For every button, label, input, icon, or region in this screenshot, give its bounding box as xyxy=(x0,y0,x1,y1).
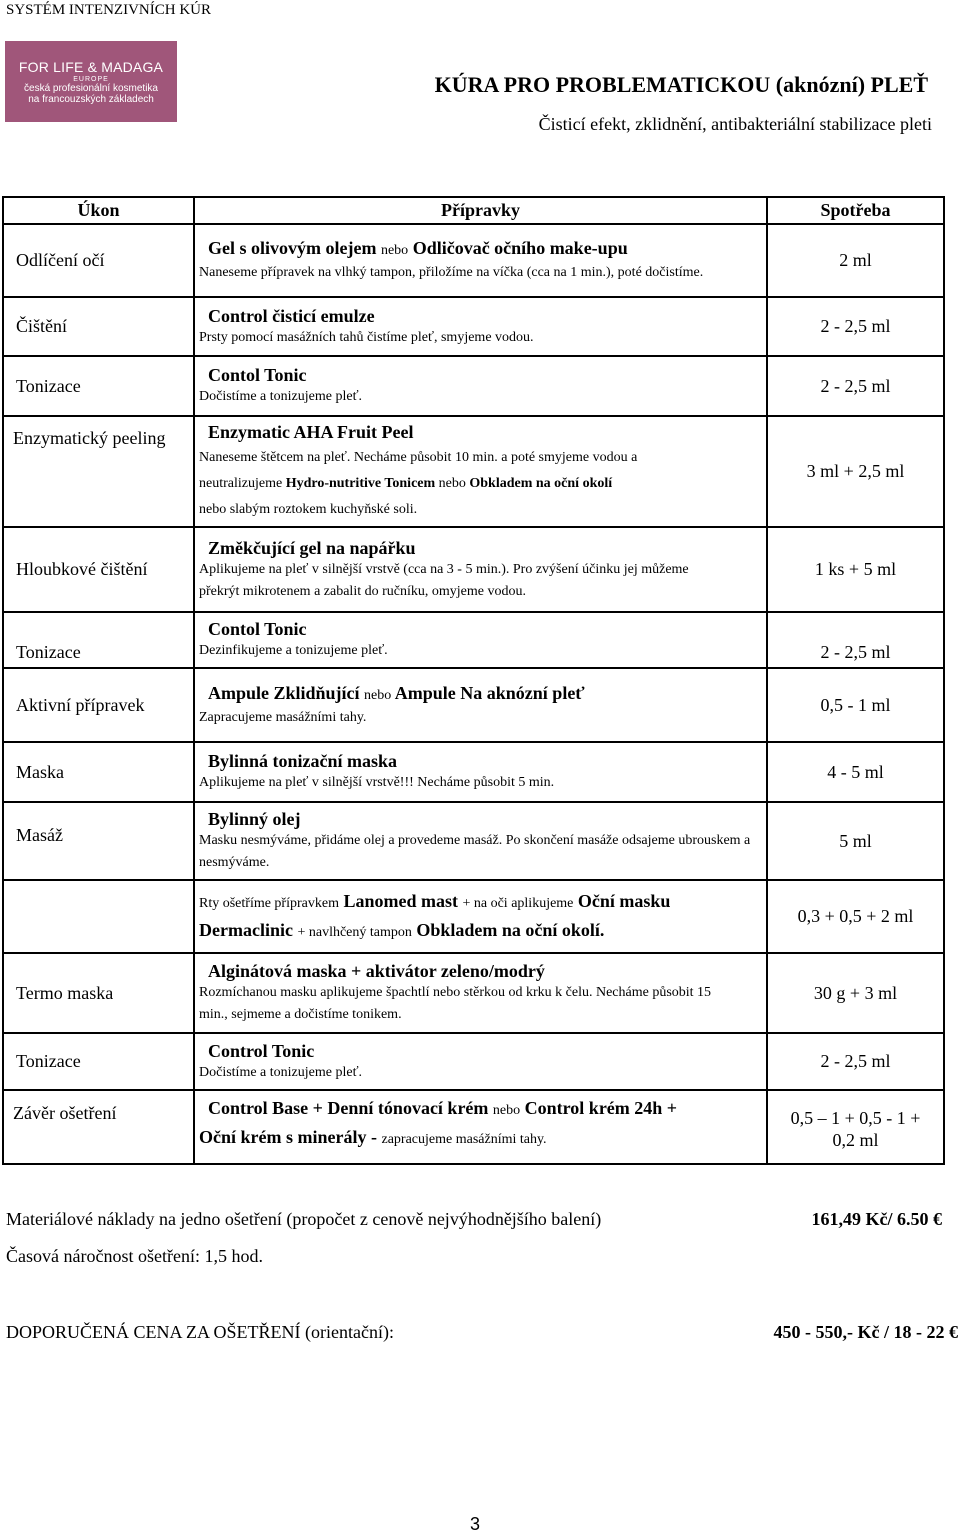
table-header-row xyxy=(3,197,944,224)
spotreba-cell: 0,5 - 1 ml xyxy=(767,668,944,742)
ukon-cell: Závěr ošetření xyxy=(3,1090,194,1164)
price-value: 450 - 550,- Kč / 18 - 22 € xyxy=(773,1322,958,1342)
ukon-cell: Čištění xyxy=(3,297,194,356)
product-name: Control čisticí emulze xyxy=(208,305,375,326)
ukon-cell: Tonizace xyxy=(3,1033,194,1090)
treatment-table xyxy=(2,196,945,1165)
spotreba-cell: 2 ml xyxy=(767,224,944,297)
table-row xyxy=(3,416,944,527)
ukon-cell: Tonizace xyxy=(3,612,194,668)
product-description: Dočistíme a tonizujeme pleť. xyxy=(199,389,363,404)
page-subtitle: Čisticí efekt, zklidnění, antibakteriální stabilizace pleti xyxy=(538,114,932,134)
preparation-cell xyxy=(194,742,767,802)
preparation-cell xyxy=(194,297,767,356)
table-row xyxy=(3,1090,944,1164)
cost-value: 161,49 Kč/ 6.50 € xyxy=(811,1209,942,1229)
product-description: Control Base + Denní tónovací krém nebo Control krém 24h + Oční krém s minerály - zapracujeme masážními tahy. xyxy=(199,1098,678,1147)
product-name: Změkčující gel na napářku xyxy=(208,537,416,558)
spotreba-cell: 2 - 2,5 ml xyxy=(767,297,944,356)
ukon-cell: Hloubkové čištění xyxy=(3,527,194,612)
preparation-cell xyxy=(194,1033,767,1090)
spotreba-cell: 0,5 – 1 + 0,5 - 1 + 0,2 ml xyxy=(767,1090,944,1164)
table-row xyxy=(3,527,944,612)
preparation-cell xyxy=(194,416,767,527)
spotreba-cell: 2 - 2,5 ml xyxy=(767,356,944,416)
table-row xyxy=(3,953,944,1033)
spotreba-cell: 3 ml + 2,5 ml xyxy=(767,416,944,527)
logo-line-2: EUROPE xyxy=(73,76,109,83)
product-description: Prsty pomocí masážních tahů čistíme pleť, smyjeme vodou. xyxy=(199,329,534,345)
preparation-cell xyxy=(194,527,767,612)
ukon-cell: Maska xyxy=(3,742,194,802)
spotreba-cell: 30 g + 3 ml xyxy=(767,953,944,1033)
time-label: Časová náročnost ošetření: 1,5 hod. xyxy=(6,1246,263,1266)
price-label: DOPORUČENÁ CENA ZA OŠETŘENÍ (orientační): xyxy=(6,1322,394,1342)
brand-logo xyxy=(5,41,177,122)
column-header-pripravky: Přípravky xyxy=(194,197,767,224)
ukon-cell: Enzymatický peeling xyxy=(3,416,194,527)
product-name: Contol Tonic xyxy=(208,365,307,385)
column-header-spotreba: Spotřeba xyxy=(767,197,944,224)
preparation-cell xyxy=(194,668,767,742)
logo-line-3: česká profesionální kosmetika xyxy=(24,83,158,94)
product-name: Contol Tonic xyxy=(208,619,307,639)
product-name: Alginátová maska + aktivátor zeleno/modrý xyxy=(208,961,545,981)
preparation-cell xyxy=(194,356,767,416)
product-description: Rty ošetříme přípravkem Lanomed mast + na oči aplikujeme Oční masku Dermaclinic + navlhčený tampon Obkladem na oční okolí. xyxy=(199,890,671,940)
table-row xyxy=(3,356,944,416)
product-description: Rozmíchanou masku aplikujeme špachtlí nebo stěrkou od krku k čelu. Necháme působit 15 min., sejmeme a dočistíme tonikem. xyxy=(199,985,712,1022)
ukon-cell: Aktivní přípravek xyxy=(3,668,194,742)
spotreba-cell: 5 ml xyxy=(767,802,944,880)
product-name: Control Tonic xyxy=(208,1040,315,1061)
product-description: Aplikujeme na pleť v silnější vrstvě!!! Necháme působit 5 min. xyxy=(199,775,555,790)
table-row xyxy=(3,668,944,742)
table-row xyxy=(3,1033,944,1090)
spotreba-cell: 2 - 2,5 ml xyxy=(767,612,944,668)
table-row xyxy=(3,612,944,668)
system-label: SYSTÉM INTENZIVNÍCH KÚR xyxy=(6,2,211,18)
ukon-cell: Termo maska xyxy=(3,953,194,1033)
product-name: Bylinná tonizační maska xyxy=(208,751,398,771)
spotreba-cell: 4 - 5 ml xyxy=(767,742,944,802)
ukon-cell: Odlíčení očí xyxy=(3,224,194,297)
table-row xyxy=(3,880,944,953)
spotreba-cell: 2 - 2,5 ml xyxy=(767,1033,944,1090)
page-title: KÚRA PRO PROBLEMATICKOU (aknózní) PLEŤ xyxy=(434,72,928,97)
product-description: Naneseme štětcem na pleť. Necháme působit 10 min. a poté smyjeme vodou a neutralizujeme Hydro-nutritive Tonicem nebo Obkladem na oční okolí nebo slabým roztokem kuchyňské soli. xyxy=(199,449,638,517)
ukon-cell: Tonizace xyxy=(3,356,194,416)
preparation-cell xyxy=(194,224,767,297)
product-description: Dočistíme a tonizujeme pleť. xyxy=(199,1064,363,1080)
table-row xyxy=(3,297,944,356)
product-name: Enzymatic AHA Fruit Peel xyxy=(208,421,414,442)
table-row xyxy=(3,742,944,802)
column-header-ukon: Úkon xyxy=(3,197,194,224)
product-name: Gel s olivovým olejem nebo Odličovač očního make-upu xyxy=(208,238,628,258)
product-name: Ampule Zklidňující nebo Ampule Na aknózní pleť xyxy=(208,682,585,703)
preparation-cell xyxy=(194,612,767,668)
table-row xyxy=(3,224,944,297)
preparation-cell xyxy=(194,1090,767,1164)
page-number: 3 xyxy=(470,1514,481,1534)
preparation-cell xyxy=(194,953,767,1033)
logo-line-4: na francouzských základech xyxy=(28,94,154,105)
product-description: Aplikujeme na pleť v silnější vrstvě (cca na 3 - 5 min.). Pro zvýšení účinku jej můžeme překrýt mikrotenem a zabalit do ručníku, omyjeme vodou. xyxy=(199,561,689,599)
logo-line-1: FOR LIFE & MADAGA xyxy=(18,59,164,75)
spotreba-cell: 0,3 + 0,5 + 2 ml xyxy=(767,880,944,953)
cost-label: Materiálové náklady na jedno ošetření (propočet z cenově nejvýhodnějšího balení) xyxy=(6,1209,602,1229)
product-description: Masku nesmýváme, přidáme olej a provedeme masáž. Po skončení masáže odsajeme ubrouskem a nesmýváme. xyxy=(199,833,751,870)
preparation-cell xyxy=(194,880,767,953)
ukon-cell xyxy=(3,880,194,953)
product-description: Zapracujeme masážními tahy. xyxy=(199,709,367,725)
table-row xyxy=(3,802,944,880)
preparation-cell xyxy=(194,802,767,880)
product-description: Dezinfikujeme a tonizujeme pleť. xyxy=(199,643,388,658)
product-name: Bylinný olej xyxy=(208,809,301,829)
spotreba-cell: 1 ks + 5 ml xyxy=(767,527,944,612)
product-description: Naneseme přípravek na vlhký tampon, přiložíme na víčka (cca na 1 min.), poté dočistíme. xyxy=(199,265,704,280)
ukon-cell: Masáž xyxy=(3,802,194,880)
